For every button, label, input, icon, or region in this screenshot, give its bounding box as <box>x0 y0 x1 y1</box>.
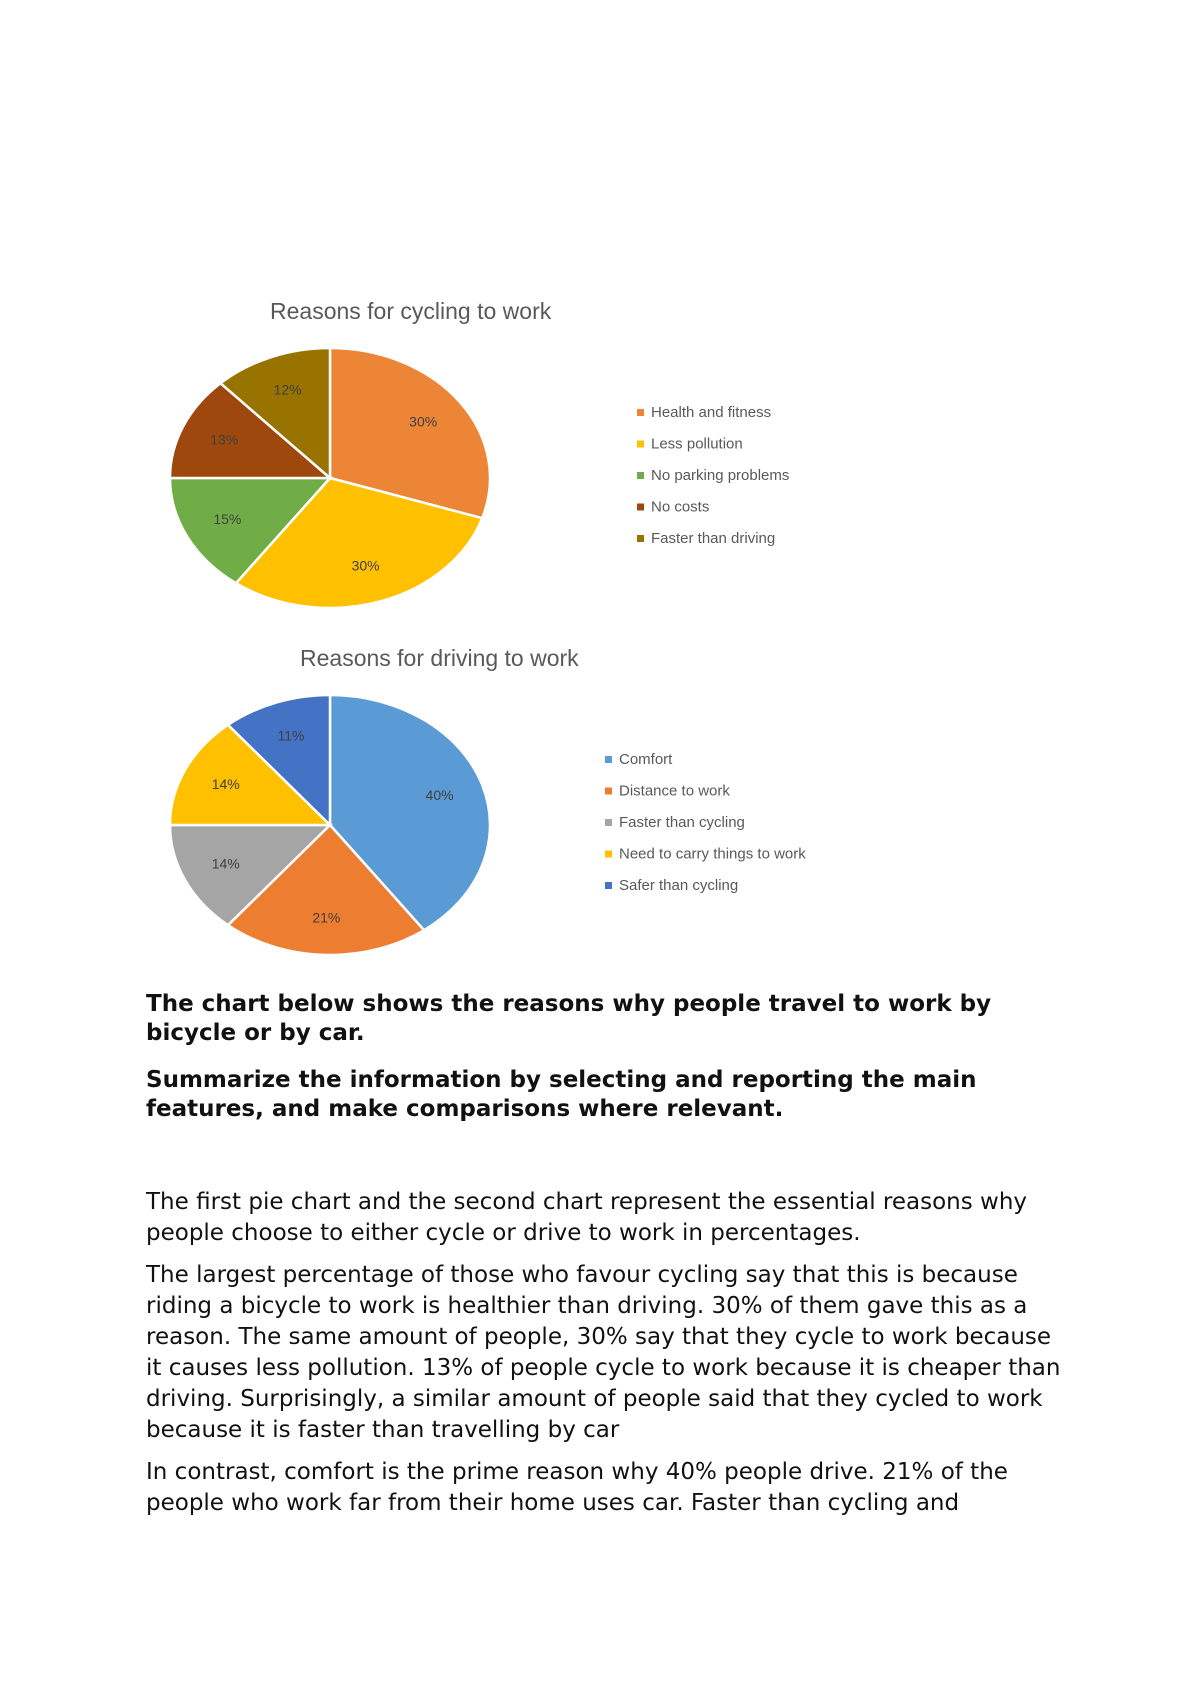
legend-swatch <box>605 851 612 858</box>
legend-swatch <box>605 882 612 889</box>
slice-label: 40% <box>425 786 454 803</box>
driving-pie-svg <box>160 645 880 980</box>
task-line-2: Summarize the information by selecting and reporting the main features, and make comparisons where relevant. <box>146 1067 977 1122</box>
legend-label: Less pollution <box>651 435 743 453</box>
slice-label: 30% <box>351 557 380 574</box>
legend-swatch <box>605 756 612 763</box>
slice-label: 14% <box>211 775 240 792</box>
legend-swatch <box>637 409 644 416</box>
task-line-1: The chart below shows the reasons why people travel to work by bicycle or by car. <box>146 991 992 1046</box>
legend-swatch <box>637 472 644 479</box>
legend-label: Distance to work <box>619 782 730 800</box>
essay-paragraph-3: In contrast, comfort is the prime reason why 40% people drive. 21% of the people who work far from their home uses car. Faster than cycling and <box>146 1459 1008 1516</box>
cycling-pie-svg <box>160 298 880 628</box>
slice-label: 13% <box>210 431 239 448</box>
legend-label: Faster than cycling <box>619 813 745 831</box>
chart-title: Reasons for driving to work <box>300 645 579 671</box>
driving-chart <box>160 645 880 980</box>
chart-title: Reasons for cycling to work <box>270 298 552 324</box>
legend-swatch <box>605 819 612 826</box>
legend-label: No costs <box>651 498 710 516</box>
legend-label: Comfort <box>619 750 673 768</box>
slice-label: 30% <box>409 413 438 430</box>
legend-swatch <box>637 535 644 542</box>
legend-label: Health and fitness <box>651 403 772 421</box>
legend-swatch <box>637 504 644 511</box>
slice-label: 21% <box>312 909 341 926</box>
slice-label: 11% <box>277 727 305 744</box>
legend-label: Need to carry things to work <box>619 845 806 863</box>
slice-label: 12% <box>273 381 302 398</box>
legend-label: No parking problems <box>651 466 790 484</box>
slice-label: 14% <box>211 855 240 872</box>
legend-swatch <box>605 788 612 795</box>
essay <box>146 1187 1066 1530</box>
legend-label: Faster than driving <box>651 529 776 547</box>
legend-swatch <box>637 441 644 448</box>
essay-paragraph-1: The first pie chart and the second chart represent the essential reasons why people choose to either cycle or drive to work in percentages. <box>146 1189 1028 1246</box>
essay-paragraph-2: The largest percentage of those who favour cycling say that this is because riding a bicycle to work is healthier than driving. 30% of them gave this as a reason. The same amount of people, 30% say that they cycle to work because it causes less pollution. 13% of people cycle to work because it is cheaper than driving. Surprisingly, a similar amount of people said that they cycled to work because it is faster than travelling by car <box>146 1262 1061 1443</box>
cycling-chart <box>160 298 880 628</box>
slice-label: 15% <box>213 511 242 528</box>
task-prompt <box>146 990 1066 1142</box>
legend-label: Safer than cycling <box>619 876 739 894</box>
